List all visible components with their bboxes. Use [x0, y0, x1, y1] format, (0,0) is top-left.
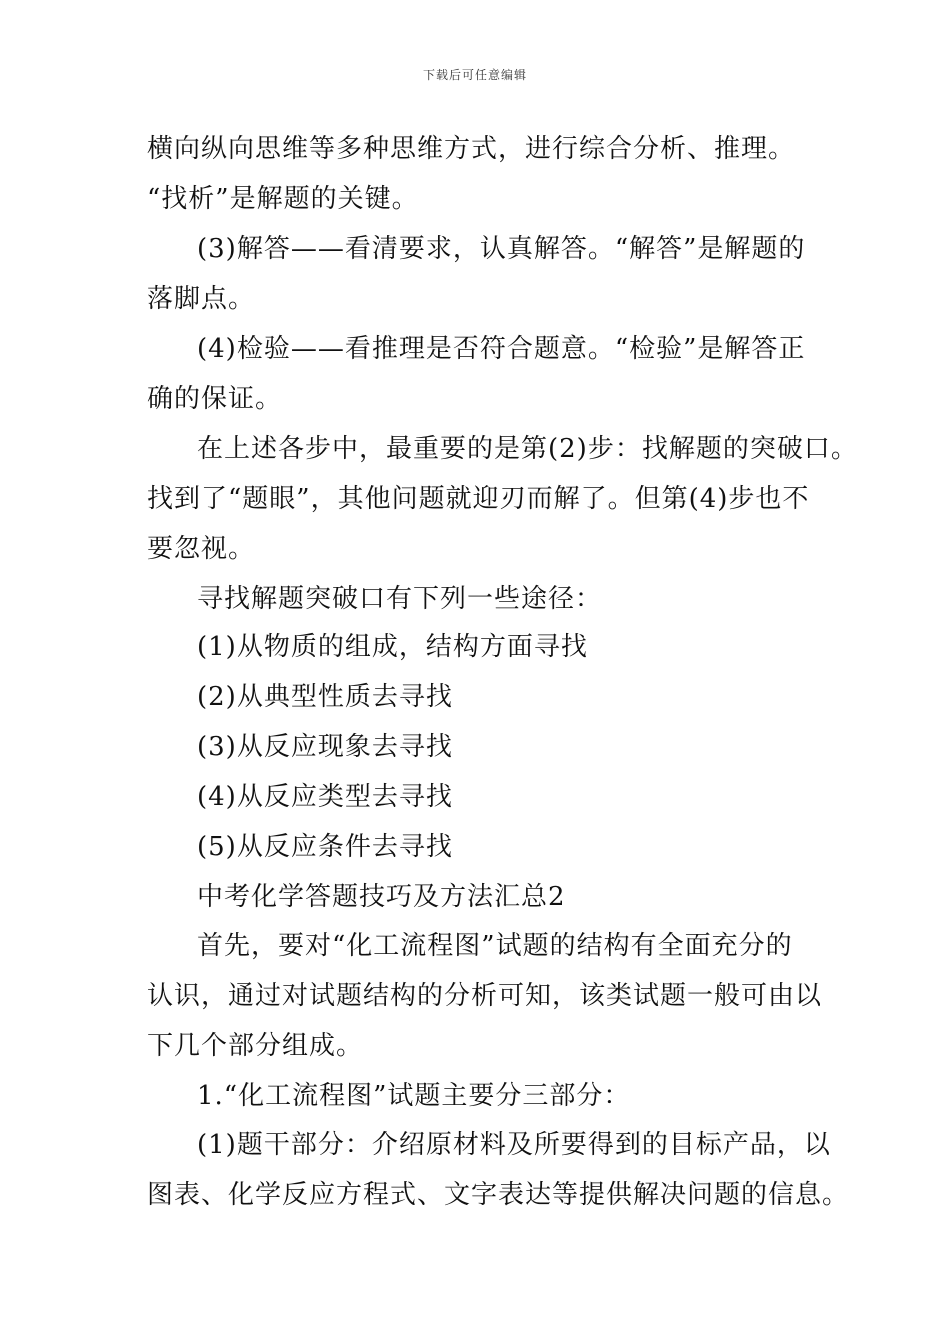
paragraph-line: 落脚点。 [147, 284, 256, 314]
paragraph-line: (3)解答——看清要求，认真解答。“解答”是解题的 [197, 234, 806, 264]
paragraph-line: 横向纵向思维等多种思维方式，进行综合分析、推理。 [147, 134, 796, 164]
section-title: 中考化学答题技巧及方法汇总2 [197, 882, 566, 912]
list-item: (4)从反应类型去寻找 [197, 782, 453, 812]
list-item: (5)从反应条件去寻找 [197, 832, 453, 862]
paragraph-line: 寻找解题突破口有下列一些途径： [197, 584, 603, 614]
paragraph-line: 下几个部分组成。 [147, 1031, 364, 1061]
page-header-note: 下载后可任意编辑 [422, 68, 527, 82]
paragraph-line: 在上述各步中，最重要的是第(2)步：找解题的突破口。 [197, 434, 858, 464]
paragraph-line: “找析”是解题的关键。 [147, 184, 419, 214]
list-item: (1)从物质的组成，结构方面寻找 [197, 632, 588, 662]
paragraph-line: (1)题干部分：介绍原材料及所要得到的目标产品，以 [197, 1130, 831, 1160]
paragraph-line: (4)检验——看推理是否符合题意。“检验”是解答正 [197, 334, 806, 364]
paragraph-line: 图表、化学反应方程式、文字表达等提供解决问题的信息。 [147, 1180, 850, 1210]
paragraph-line: 要忽视。 [147, 534, 256, 564]
paragraph-line: 确的保证。 [147, 384, 283, 414]
paragraph-line: 首先，要对“化工流程图”试题的结构有全面充分的 [197, 931, 793, 961]
list-item: (3)从反应现象去寻找 [197, 732, 453, 762]
paragraph-line: 1.“化工流程图”试题主要分三部分： [197, 1081, 631, 1111]
paragraph-line: 认识，通过对试题结构的分析可知，该类试题一般可由以 [147, 981, 823, 1011]
list-item: (2)从典型性质去寻找 [197, 682, 453, 712]
paragraph-line: 找到了“题眼”，其他问题就迎刃而解了。但第(4)步也不 [147, 484, 810, 514]
